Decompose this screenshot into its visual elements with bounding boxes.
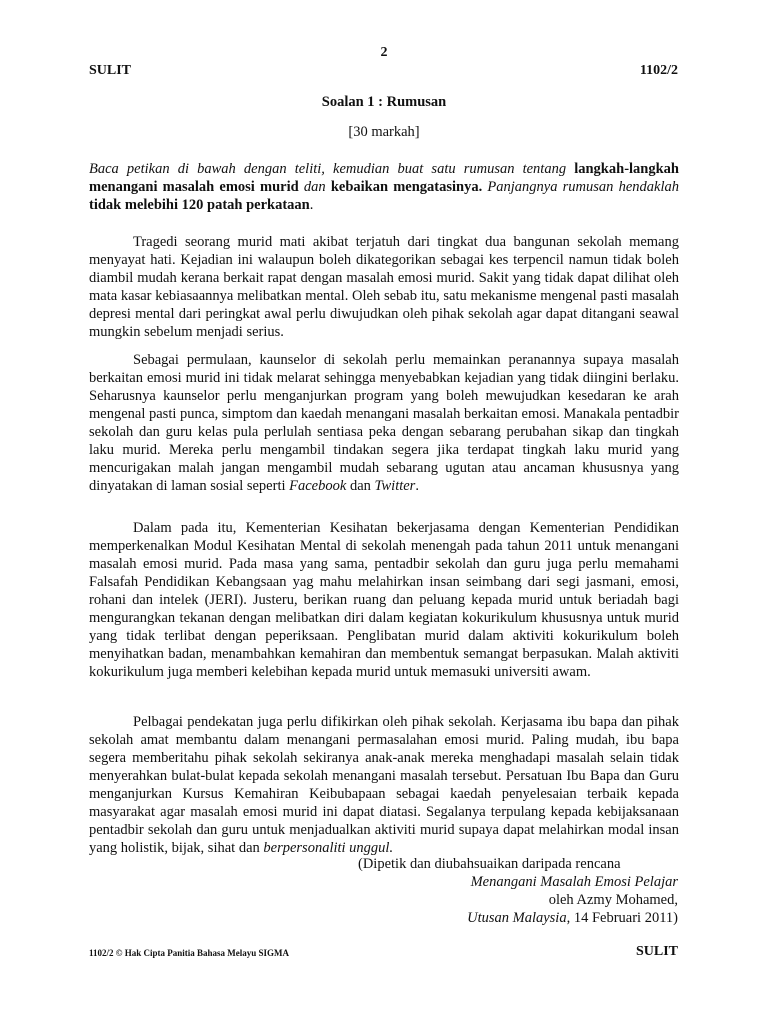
twitter-term: Twitter <box>374 478 416 494</box>
header-paper-code: 1102/2 <box>639 63 678 78</box>
paragraph-4-text: Pelbagai pendekatan juga perlu difikirkan oleh pihak sekolah. Kerjasama ibu bapa dan pihak sekolah amat membantu dalam menangani permasalahan emosi murid. Paling mudah, ibu bapa segera memberitahu pihak sekolah sekiranya anak-anak mereka menghadapi masalah selain tidak menyerahkan bulat-bulat kepada sekolah menangani masalah tersebut. Persatuan Ibu Bapa dan Guru menganjurkan Kursus Kemahiran Keibubapaan sebagai kaedah penyelesaian terbaik kepada masyarakat agar masalah emosi murid ini dapat diatasi. Segalanya terpulang kepada kebijaksanaan pentadbir sekolah dan guru untuk menjadualkan aktiviti murid supaya dapat melahirkan modal insan yang holistik, bijak, sihat dan <box>89 714 679 856</box>
citation-publication <box>338 909 678 927</box>
instruction-topic-2: kebaikan mengatasinya. <box>330 179 483 195</box>
page-number: 2 <box>380 45 388 60</box>
paragraph-4-italic-end: berpersonaliti unggul. <box>263 840 394 856</box>
paragraph-2-connector: dan <box>346 478 375 494</box>
instruction-end: . <box>309 197 314 213</box>
citation-line-1: (Dipetik dan diubahsuaikan daripada rencana <box>358 856 621 872</box>
footer-copyright: 1102/2 © Hak Cipta Panitia Bahasa Melayu SIGMA <box>89 948 289 958</box>
source-citation <box>338 855 678 927</box>
footer-sulit-label: SULIT <box>635 944 678 959</box>
instruction-word-limit: tidak melebihi 120 patah perkataan <box>89 197 310 213</box>
instruction-topic-1: langkah-langkah menangani masalah emosi murid <box>89 161 679 195</box>
question-title: Soalan 1 : Rumusan <box>321 94 447 110</box>
facebook-term: Facebook <box>289 478 347 494</box>
paragraph-2-text: Sebagai permulaan, kaunselor di sekolah perlu memainkan peranannya supaya masalah berkaitan emosi murid ini tidak melarat sehingga menyebabkan kejadian yang tidak diingini berlaku. Seharusnya kaunselor perlu menganjurkan program yang boleh mewujudkan kesedaran ke arah mengenal pasti punca, simptom dan kaedah menangani masalah berkaitan emosi. Manakala pentadbir sekolah dan guru kelas pula perlulah sentiasa peka dengan sebarang perubahan sikap dan tingkah laku murid. Mereka perlu mengambil tindakan segera jika terdapat tingkah laku murid yang mencurigakan malah jangan mengambil mudah sebarang ugutan atau ancaman khususnya yang dinyatakan di laman sosial seperti <box>89 352 679 494</box>
instruction-text <box>89 160 679 214</box>
citation-article-title <box>338 873 678 891</box>
citation-author: oleh Azmy Mohamed, <box>548 892 678 908</box>
citation-newspaper: Utusan Malaysia <box>467 910 567 926</box>
passage-paragraph-1: Tragedi seorang murid mati akibat terjatuh dari tingkat dua bangunan sekolah memang menyayat hati. Kejadian ini walaupun boleh dikategorikan sebagai kes terpencil namun tidak boleh diambil mudah kerana berkait rapat dengan masalah emosi murid. Sakit yang tidak dapat dilihat oleh mata kasar kebiasaannya melibatkan mental. Oleh sebab itu, satu mekanisme mengenal pasti masalah depresi mental dari peringkat awal perlu diwujudkan oleh pihak sekolah agar dapat ditangani seawal mungkin sebelum menjadi serius. <box>89 234 679 340</box>
paragraph-2-end: . <box>415 478 419 494</box>
instruction-part-1: Baca petikan di bawah dengan teliti, kemudian buat satu rumusan tentang <box>89 161 575 177</box>
header-sulit-label: SULIT <box>89 63 132 78</box>
instruction-part-2: dan <box>298 179 331 195</box>
passage-paragraph-2 <box>89 351 679 495</box>
passage-paragraph-4 <box>89 713 679 857</box>
passage-paragraph-3: Dalam pada itu, Kementerian Kesihatan bekerjasama dengan Kementerian Pendidikan memperkenalkan Modul Kesihatan Mental di sekolah menengah pada tahun 2011 untuk menangani masalah emosi murid. Pada masa yang sama, pentadbir sekolah dan guru juga perlu memahami Falsafah Pendidikan Kebangsaan yag mahu melahirkan insan seimbang dari segi jasmani, emosi, rohani dan intelek (JERI). Justeru, berikan ruang dan peluang kepada murid untuk beriadah bagi mengurangkan tekanan dengan melibatkan diri dalam kegiatan kokurikulum khususnya untuk murid yang tidak terlibat dengan peperiksaan. Penglibatan murid dalam aktiviti kokurikulum boleh menyihatkan badan, menambahkan kemahiran dan membentuk semangat berpasukan. Malah aktiviti kokurikulum juga memberi kelebihan kepada murid untuk memasuki universiti awam. <box>89 520 679 680</box>
instruction-part-3: Panjangnya rumusan hendaklah <box>482 179 679 195</box>
question-marks: [30 markah] <box>348 124 420 140</box>
citation-article-title-text: Menangani Masalah Emosi Pelajar <box>470 874 678 890</box>
citation-date: , 14 Februari 2011) <box>566 910 678 926</box>
